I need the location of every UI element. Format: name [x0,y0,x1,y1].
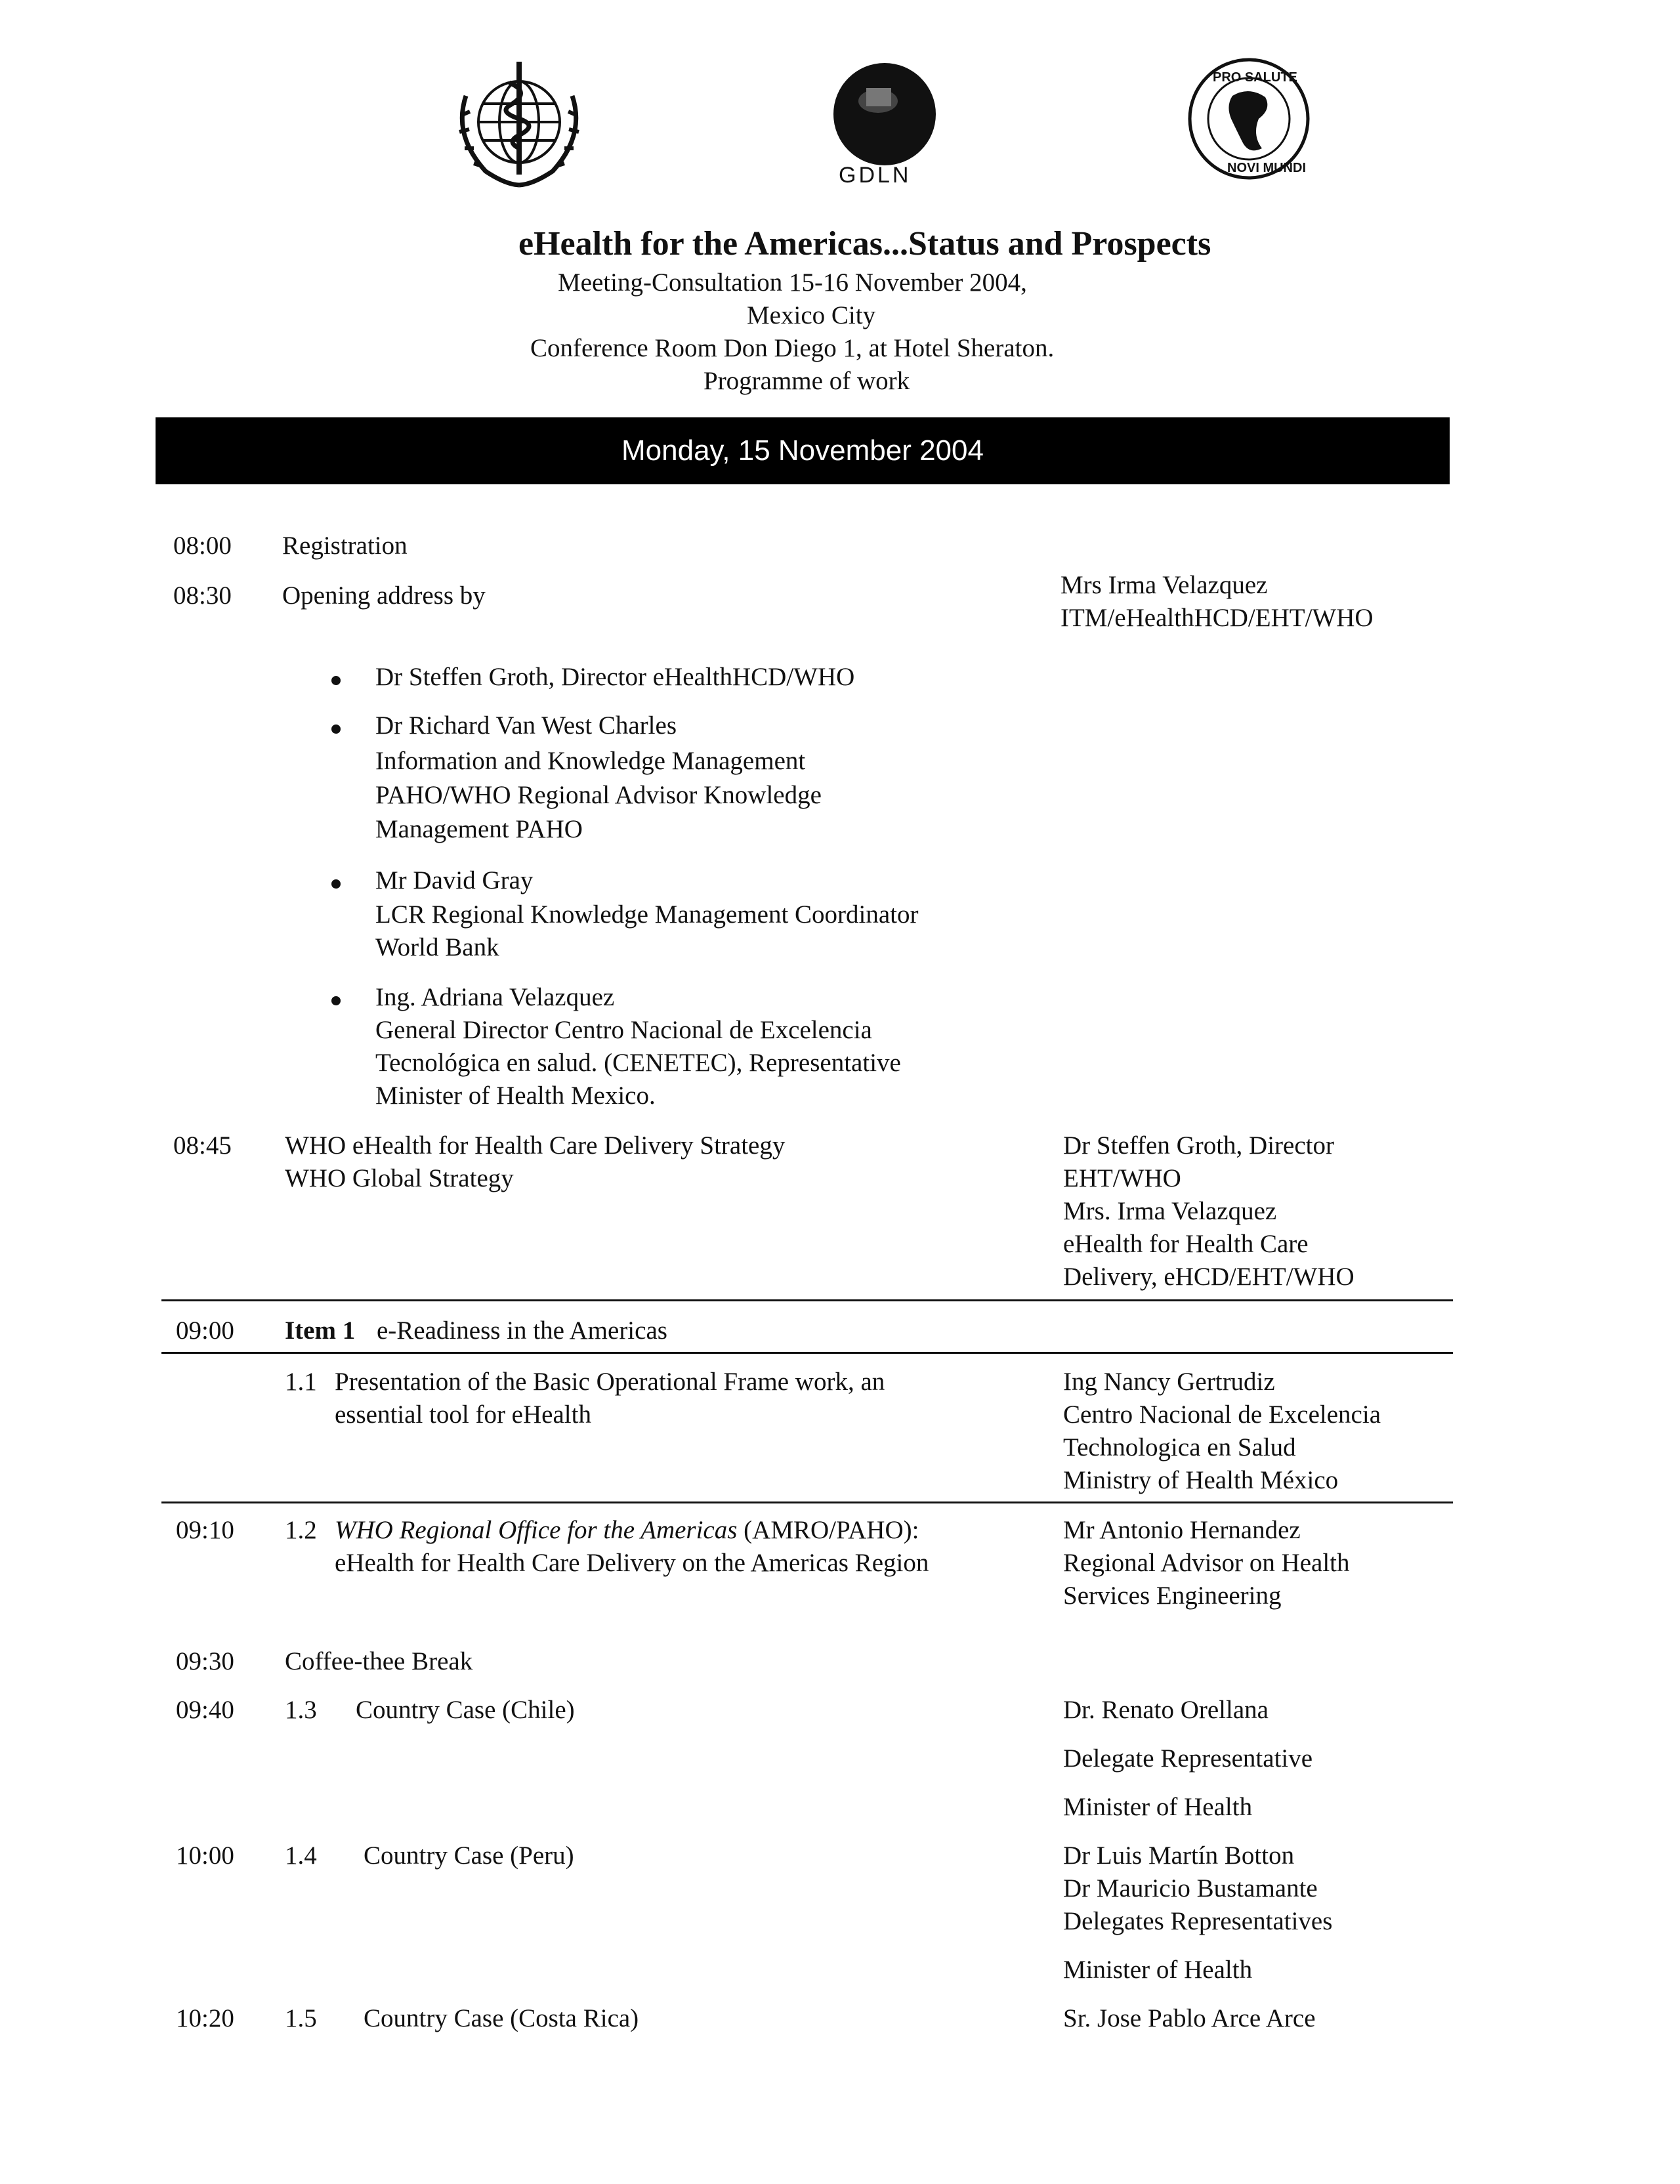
item-1-2-office: WHO Regional Office for the Americas [335,1516,738,1544]
time-0845: 08:45 [173,1131,232,1160]
item-1-1-speaker-3: Technologica en Salud [1063,1433,1296,1461]
divider [161,1502,1453,1503]
item-1-4-speaker-2: Dr Mauricio Bustamante [1063,1874,1318,1902]
bullet [331,879,341,889]
time-0900: 09:00 [176,1316,234,1345]
opening-speaker-role: ITM/eHealthHCD/EHT/WHO [1060,604,1374,632]
gdln-globe-icon [832,62,937,167]
bullet [331,724,341,734]
programme-label: Programme of work [704,367,910,395]
strategy-speaker-1: Dr Steffen Groth, Director [1063,1131,1334,1160]
item-1-3-speaker-1: Dr. Renato Orellana [1063,1696,1269,1724]
item-1-4-speaker-4: Minister of Health [1063,1956,1253,1984]
meeting-city: Mexico City [747,301,876,329]
item-1-2-speaker-1: Mr Antonio Hernandez [1063,1516,1301,1544]
pro-salute-novi-mundi-seal-icon [1186,56,1311,181]
item-1-5-number: 1.5 [285,2004,317,2032]
item-1-5-speaker-1: Sr. Jose Pablo Arce Arce [1063,2004,1316,2032]
item-1-2-title-2: eHealth for Health Care Delivery on the Americas Region [335,1549,929,1577]
strategy-speaker-5: Delivery, eHCD/EHT/WHO [1063,1263,1354,1291]
item-1-5-title: Country Case (Costa Rica) [364,2004,639,2032]
time-0800: 08:00 [173,532,232,560]
strategy-speaker-4: eHealth for Health Care [1063,1230,1309,1258]
opening-b4-line2: General Director Centro Nacional de Excelencia [375,1016,872,1044]
item-1-1-speaker-1: Ing Nancy Gertrudiz [1063,1368,1275,1396]
item-1-4-number: 1.4 [285,1841,317,1870]
meeting-venue: Conference Room Don Diego 1, at Hotel Sheraton. [530,334,1055,362]
item-1-4-speaker-1: Dr Luis Martín Botton [1063,1841,1295,1870]
item-1-4-speaker-3: Delegates Representatives [1063,1907,1333,1935]
opening-b3-line3: World Bank [375,933,499,961]
opening-b3-line2: LCR Regional Knowledge Management Coordinator [375,900,919,929]
item-1-2-office-code: (AMRO/PAHO): [737,1516,919,1544]
divider [161,1299,1453,1301]
item-1-1-speaker-2: Centro Nacional de Excelencia [1063,1400,1381,1429]
item-1-label: Item 1 [285,1316,356,1345]
item-1-1-title-1: Presentation of the Basic Operational Frame work, an [335,1368,885,1396]
strategy-title-1: WHO eHealth for Health Care Delivery Strategy [285,1131,786,1160]
divider [161,1352,1453,1354]
meeting-dates: Meeting-Consultation 15-16 November 2004, [558,268,1027,297]
bullet [331,996,341,1005]
item-1-3-number: 1.3 [285,1696,317,1724]
document-title: eHealth for the Americas...Status and Prospects [518,225,1211,262]
time-0830: 08:30 [173,581,232,610]
day-banner [156,417,1450,484]
svg-text:PRO SALUTE: PRO SALUTE [1213,70,1297,85]
strategy-speaker-3: Mrs. Irma Velazquez [1063,1197,1277,1225]
opening-b2-line2: Information and Knowledge Management [375,747,806,775]
time-0930: 09:30 [176,1647,234,1675]
time-0940: 09:40 [176,1696,234,1724]
item-1-2-speaker-3: Services Engineering [1063,1582,1282,1610]
opening-b2-line4: Management PAHO [375,815,583,843]
opening-b4-line3: Tecnológica en salud. (CENETEC), Representative [375,1049,901,1077]
item-1-2-number: 1.2 [285,1516,317,1544]
time-1020: 10:20 [176,2004,234,2032]
item-1-4-title: Country Case (Peru) [364,1841,574,1870]
item-1-3-speaker-3: Minister of Health [1063,1793,1253,1821]
strategy-speaker-2: EHT/WHO [1063,1164,1181,1192]
opening-b3-name: Mr David Gray [375,866,534,894]
opening-b2-line3: PAHO/WHO Regional Advisor Knowledge [375,781,822,809]
item-1-2-title-1 [335,1517,919,1543]
opening-b2-name: Dr Richard Van West Charles [375,711,677,740]
opening-address: Opening address by [282,581,486,610]
item-1-1-number: 1.1 [285,1368,317,1396]
who-emblem-icon [446,56,592,194]
item-1-3-title: Country Case (Chile) [356,1696,575,1724]
opening-b4-line4: Minister of Health Mexico. [375,1082,656,1110]
gdln-label: GDLN [839,163,912,188]
day-banner-label: Monday, 15 November 2004 [621,434,984,467]
registration: Registration [282,532,408,560]
time-1000: 10:00 [176,1841,234,1870]
opening-b1: Dr Steffen Groth, Director eHealthHCD/WHO [375,663,855,691]
opening-b4-name: Ing. Adriana Velazquez [375,983,615,1011]
strategy-title-2: WHO Global Strategy [285,1164,514,1192]
item-1-title: e-Readiness in the Americas [377,1316,667,1345]
coffee-break: Coffee-thee Break [285,1647,473,1675]
item-1-1-title-2: essential tool for eHealth [335,1400,591,1429]
bullet [331,676,341,685]
item-1-3-speaker-2: Delegate Representative [1063,1744,1313,1773]
item-1-1-speaker-4: Ministry of Health México [1063,1466,1339,1494]
svg-text:NOVI MUNDI: NOVI MUNDI [1227,161,1306,175]
item-1-2-speaker-2: Regional Advisor on Health [1063,1549,1350,1577]
opening-speaker-name: Mrs Irma Velazquez [1060,571,1268,599]
time-0910: 09:10 [176,1516,234,1544]
